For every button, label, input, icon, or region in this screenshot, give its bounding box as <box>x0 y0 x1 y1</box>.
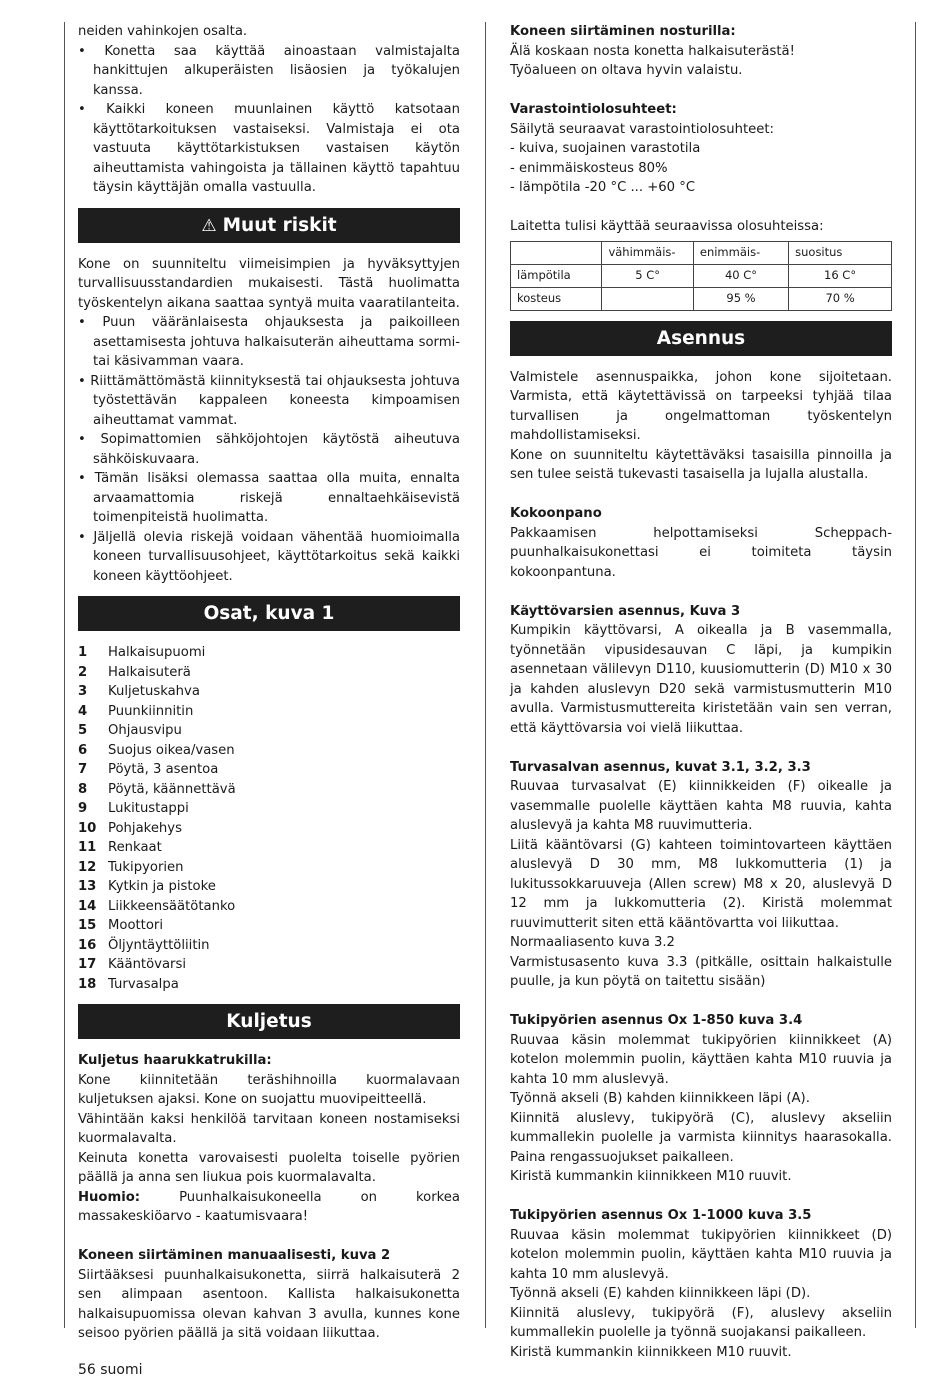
page-footer: 56 suomi <box>78 1362 143 1378</box>
asennus-paragraph: Varmistusasento kuva 3.3 (pitkälle, osittain halkaistulle puulle, ja kun pöytä on taitettu sisään) <box>510 954 892 989</box>
varasto-line: - enimmäiskosteus 80% <box>510 160 668 176</box>
parts-item: 8 Pöytä, käännettävä <box>78 781 236 797</box>
parts-item: 17 Kääntövarsi <box>78 957 187 972</box>
asennus-paragraph: Valmistele asennuspaikka, johon kone sijoitetaan. Varmista, että käytettävissä on tarpeeksi tyhjää tilaa turvallisen ja ongelmattoman työskentelyn mahdollistamiseksi. <box>510 369 892 443</box>
intro-continuation: neiden vahinkojen osalta. <box>78 24 248 39</box>
kuljetus-note: Huomio: Puunhalkaisukoneella on korkea massakeskiöarvo - kaatumisvaara! <box>78 1189 460 1224</box>
parts-item: 4 Puunkiinnitin <box>78 703 194 719</box>
asennus-paragraph: Liitä kääntövarsi (G) kahteen toimintovarteen käyttäen aluslevyä D 30 mm, M8 lukkomutteria (1) ja lukitussokkaruuveja (Allen screw) M8 x 20, aluslevyä D 12 mm ja lukkomutteria (2). Kiristä molemmat ruuvimutterit siten että kääntövartta voi liikuttaa. <box>510 837 892 931</box>
asennus-paragraph: Ruuvaa käsin molemmat tukipyörien kiinnikkeet (D) kotelon molemmin puolin, käyttäen kahta M10 ruuvia ja kahta 10 mm aluslevyä. <box>510 1227 892 1282</box>
asennus-paragraph: Kiristä kummankin kiinnikkeen M10 ruuvit. <box>510 1169 792 1184</box>
kuljetus-paragraph: Siirtääksesi puunhalkaisukonetta, siirrä halkaisuterä 2 sen alimpaan asentoon. Kallista halkaisukonetta halkaisupuomissa olevan kahvan 3 avulla, kunnes kone seisoo pyörien päällä ja sitä voidaan liikuttaa. <box>78 1267 460 1341</box>
parts-item: 6 Suojus oikea/vasen <box>78 742 235 758</box>
section-bar-osat: Osat, kuva 1 <box>78 596 460 631</box>
conditions-table <box>510 241 892 311</box>
muut-riskit-intro: Kone on suunniteltu viimeisimpien ja hyväksyttyjen turvallisuusstandardien mukaisesti. Tästä huolimatta työskentelyn aikana saattaa syntyä muita vaaratilanteita. <box>78 256 460 311</box>
parts-item: 9 Lukitustappi <box>78 801 189 816</box>
asennus-paragraph: Kiinnitä aluslevy, tukipyörä (C), aluslevy akseliin kummallekin puolelle ja varmista kiinnitys haarasokalla. Paina rengassuojukset paikalleen. <box>510 1110 892 1165</box>
subheading-haarukkatrukki: Kuljetus haarukkatrukilla: <box>78 1053 272 1068</box>
warning-triangle-icon: ⚠ <box>201 215 217 236</box>
parts-item: 14 Liikkeensäätötanko <box>78 898 236 914</box>
intro-bullet: • Konetta saa käyttää ainoastaan valmistajalta hankittujen alkuperäisten lisäosien ja työkalujen kanssa. <box>78 43 460 98</box>
risk-bullet: • Sopimattomien sähköjohtojen käytöstä aiheutuva sähköiskuvaara. <box>78 432 460 467</box>
subheading-manuaalinen-siirto: Koneen siirtäminen manuaalisesti, kuva 2 <box>78 1248 391 1263</box>
left-margin-rule <box>64 22 65 1328</box>
parts-item: 10 Pohjakehys <box>78 820 182 836</box>
risk-bullet: • Puun vääränlaisesta ohjauksesta ja paikoilleen asettamisesta johtuva halkaisuterän aiheuttama sormi- tai käsivamman vaara. <box>78 315 460 369</box>
kuljetus-paragraph: Vähintään kaksi henkilöä tarvitaan koneen nostamiseksi kuormalavalta. <box>78 1111 460 1146</box>
kuljetus-paragraph: Keinuta konetta varovaisesti puolelta toiselle pyörien päällä ja anna sen liukua pois kuormalavalta. <box>78 1150 460 1185</box>
subheading-kayttovarsi: Käyttövarsien asennus, Kuva 3 <box>510 603 741 619</box>
asennus-paragraph: Työnnä akseli (E) kahden kiinnikkeen läpi (D). <box>510 1286 811 1301</box>
asennus-paragraph: Ruuvaa turvasalvat (E) kiinnikkeiden (F) oikealle ja vasemmalle puolelle käyttäen kahta M8 ruuvia, kahta aluslevyä ja kahta M8 ruuvimutteria. <box>510 779 892 833</box>
parts-item: 2 Halkaisuterä <box>78 664 191 680</box>
parts-item: 7 Pöytä, 3 asentoa <box>78 762 219 777</box>
varasto-line: Säilytä seuraavat varastointiolosuhteet: <box>510 121 774 137</box>
risk-bullet: • Tämän lisäksi olemassa saattaa olla muita, ennalta arvaamattomia riskejä ennaltaehkäisevistä toimenpiteistä huolimatta. <box>78 471 460 525</box>
asennus-paragraph: Kone on suunniteltu käytettäväksi tasaisilla pinnoilla ja sen tulee seistä tukevasti tasaisella ja lujalla alustalla. <box>510 447 892 482</box>
varasto-line: - lämpötila -20 °C ... +60 °C <box>510 180 696 195</box>
parts-item: 15 Moottori <box>78 918 164 933</box>
table-row: lämpötila 5 C° 40 C° 16 C° <box>511 264 892 287</box>
parts-item: 18 Turvasalpa <box>78 976 179 992</box>
asennus-paragraph: Pakkaamisen helpottamiseksi Scheppach-puunhalkaisukonettasi ei toimiteta täysin kokoonpantuna. <box>510 525 892 580</box>
asennus-paragraph: Työnnä akseli (B) kahden kiinnikkeen läpi (A). <box>510 1091 810 1106</box>
risk-bullet: • Riittämättömästä kiinnityksestä tai ohjauksesta johtuva työstettävän kappaleen koneesta kimpoamisen aiheuttamat vammat. <box>78 373 460 428</box>
kuljetus-paragraph: Kone kiinnitetään teräshihnoilla kuormalavaan kuljetuksen ajaksi. Kone on suojattu muovipeitteellä. <box>78 1072 460 1107</box>
subheading-kokoonpano: Kokoonpano <box>510 506 602 521</box>
nosturi-line: Älä koskaan nosta konetta halkaisuterästä! <box>510 43 795 59</box>
subheading-turvasalpa: Turvasalvan asennus, kuvat 3.1, 3.2, 3.3 <box>510 759 811 775</box>
nosturi-line: Työalueen on oltava hyvin valaistu. <box>510 63 743 78</box>
center-divider <box>485 22 486 1328</box>
subheading-tukipyorat-850: Tukipyörien asennus Ox 1-850 kuva 3.4 <box>510 1013 803 1028</box>
subheading-varastointi: Varastointiolosuhteet: <box>510 102 677 117</box>
asennus-paragraph: Normaaliasento kuva 3.2 <box>510 935 675 950</box>
section-bar-muut-riskit: ⚠ Muut riskit <box>78 208 460 243</box>
parts-item: 3 Kuljetuskahva <box>78 684 200 699</box>
varasto-line: - kuiva, suojainen varastotila <box>510 141 701 156</box>
parts-item: 12 Tukipyorien <box>78 859 184 875</box>
parts-item: 11 Renkaat <box>78 840 162 855</box>
parts-item: 1 Halkaisupuomi <box>78 645 206 660</box>
parts-item: 13 Kytkin ja pistoke <box>78 879 216 894</box>
asennus-paragraph: Ruuvaa käsin molemmat tukipyörien kiinnikkeet (A) kotelon molemmin puolin, käyttäen kahta M10 ruuvia ja kahta 10 mm aluslevyä. <box>510 1032 892 1087</box>
asennus-paragraph: Kiristä kummankin kiinnikkeen M10 ruuvit. <box>510 1344 792 1360</box>
left-column <box>78 22 460 1344</box>
table-intro: Laitetta tulisi käyttää seuraavissa olosuhteissa: <box>510 219 824 234</box>
asennus-paragraph: Kumpikin käyttövarsi, A oikealla ja B vasemmalla, työnnetään vipusidesauvan C läpi, ja kumpikin asennetaan välilevyn D110, kuusiomutterin (D) M10 x 30 ja kahden aluslevyn D20 sekä varmistusmutterin M10 avulla. Varmistusmuttereita kiristetään vain sen verran, että käyttövarsia voi vielä liikuttaa. <box>510 623 892 736</box>
risk-bullet: • Jäljellä olevia riskejä voidaan vähentää huomioimalla koneen turvallisuusohjeet, käyttötarkoitus sekä kaikki koneen käyttöohjeet. <box>78 529 460 584</box>
table-row: kosteus 95 % 70 % <box>511 287 892 310</box>
parts-item: 5 Ohjausvipu <box>78 723 182 738</box>
subheading-nosturi: Koneen siirtäminen nosturilla: <box>510 24 736 39</box>
asennus-paragraph: Kiinnitä aluslevy, tukipyörä (F), aluslevy akseliin kummallekin puolelle ja työnnä suojakansi paikalleen. <box>510 1305 892 1340</box>
right-margin-rule <box>915 22 916 1328</box>
right-column <box>510 22 892 1362</box>
parts-item: 16 Öljyntäyttöliitin <box>78 937 210 953</box>
subheading-tukipyorat-1000: Tukipyörien asennus Ox 1-1000 kuva 3.5 <box>510 1208 812 1223</box>
parts-list <box>78 643 460 994</box>
intro-bullet: • Kaikki koneen muunlainen käyttö katsotaan käyttötarkoituksen vastaiseksi. Valmistaja ei ota vastuuta käyttötarkistuksen vastaisen käytön aiheuttamista vahingoista ja tällainen käyttö tapahtuu täysin käyttäjän omalla vastuulla. <box>78 102 460 195</box>
section-bar-asennus: Asennus <box>510 321 892 356</box>
section-bar-kuljetus: Kuljetus <box>78 1004 460 1039</box>
table-header-row: vähimmäis- enimmäis- suositus <box>511 241 892 264</box>
